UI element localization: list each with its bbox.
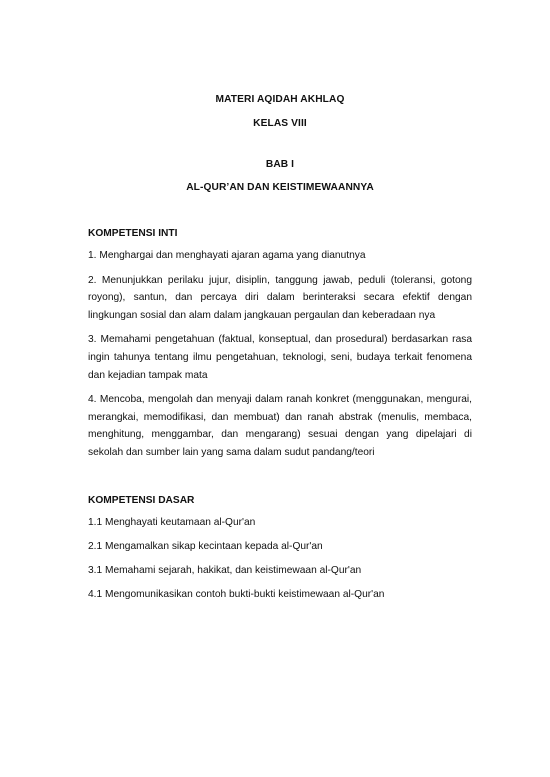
- ki-item-2: 2. Menunjukkan perilaku jujur, disiplin, tanggung jawab, peduli (toleransi, gotong royong), santun, dan percaya diri dalam berinteraksi secara efektif dengan lingkungan sosial dan alam dalam jangkauan pergaulan dan keberadaan nya: [88, 274, 472, 321]
- section-kompetensi-dasar: [88, 494, 472, 601]
- ki-item-3: 3. Memahami pengetahuan (faktual, konseptual, dan prosedural) berdasarkan rasa ingin tahunya tentang ilmu pengetahuan, teknologi, seni, budaya terkait fenomena dan kejadian tampak mata: [88, 334, 472, 381]
- kd-item-1: 1.1 Menghayati keutamaan al-Qur'an: [88, 516, 256, 528]
- chapter-heading: [88, 158, 472, 194]
- ki-item-4: 4. Mencoba, mengolah dan menyaji dalam ranah konkret (menggunakan, mengurai, merangkai, memodifikasi, dan membuat) dan ranah abstrak (menulis, membaca, menghitung, menggambar, dan mengarang) sesuai dengan yang dipelajari di sekolah dan sumber lain yang sama dalam sudut pandang/teori: [88, 394, 472, 458]
- document-title: MATERI AQIDAH AKHLAQ: [215, 94, 345, 105]
- section-heading-kompetensi-inti: KOMPETENSI INTI: [88, 228, 178, 239]
- chapter-title: AL-QUR’AN DAN KEISTIMEWAANNYA: [186, 182, 374, 193]
- ki-item-1: 1. Menghargai dan menghayati ajaran agama yang dianutnya: [88, 250, 366, 261]
- grade-label: KELAS VIII: [253, 118, 307, 129]
- kd-item-2: 2.1 Mengamalkan sikap kecintaan kepada al-Qur'an: [88, 540, 323, 552]
- chapter-number: BAB I: [265, 159, 295, 170]
- section-heading-kompetensi-dasar: KOMPETENSI DASAR: [88, 494, 195, 506]
- kd-item-4: 4.1 Mengomunikasikan contoh bukti-bukti keistimewaan al-Qur'an: [88, 588, 385, 600]
- kd-item-3: 3.1 Memahami sejarah, hakikat, dan keistimewaan al-Qur'an: [88, 564, 362, 576]
- section-kompetensi-inti: [88, 227, 472, 462]
- document-header: [88, 93, 472, 130]
